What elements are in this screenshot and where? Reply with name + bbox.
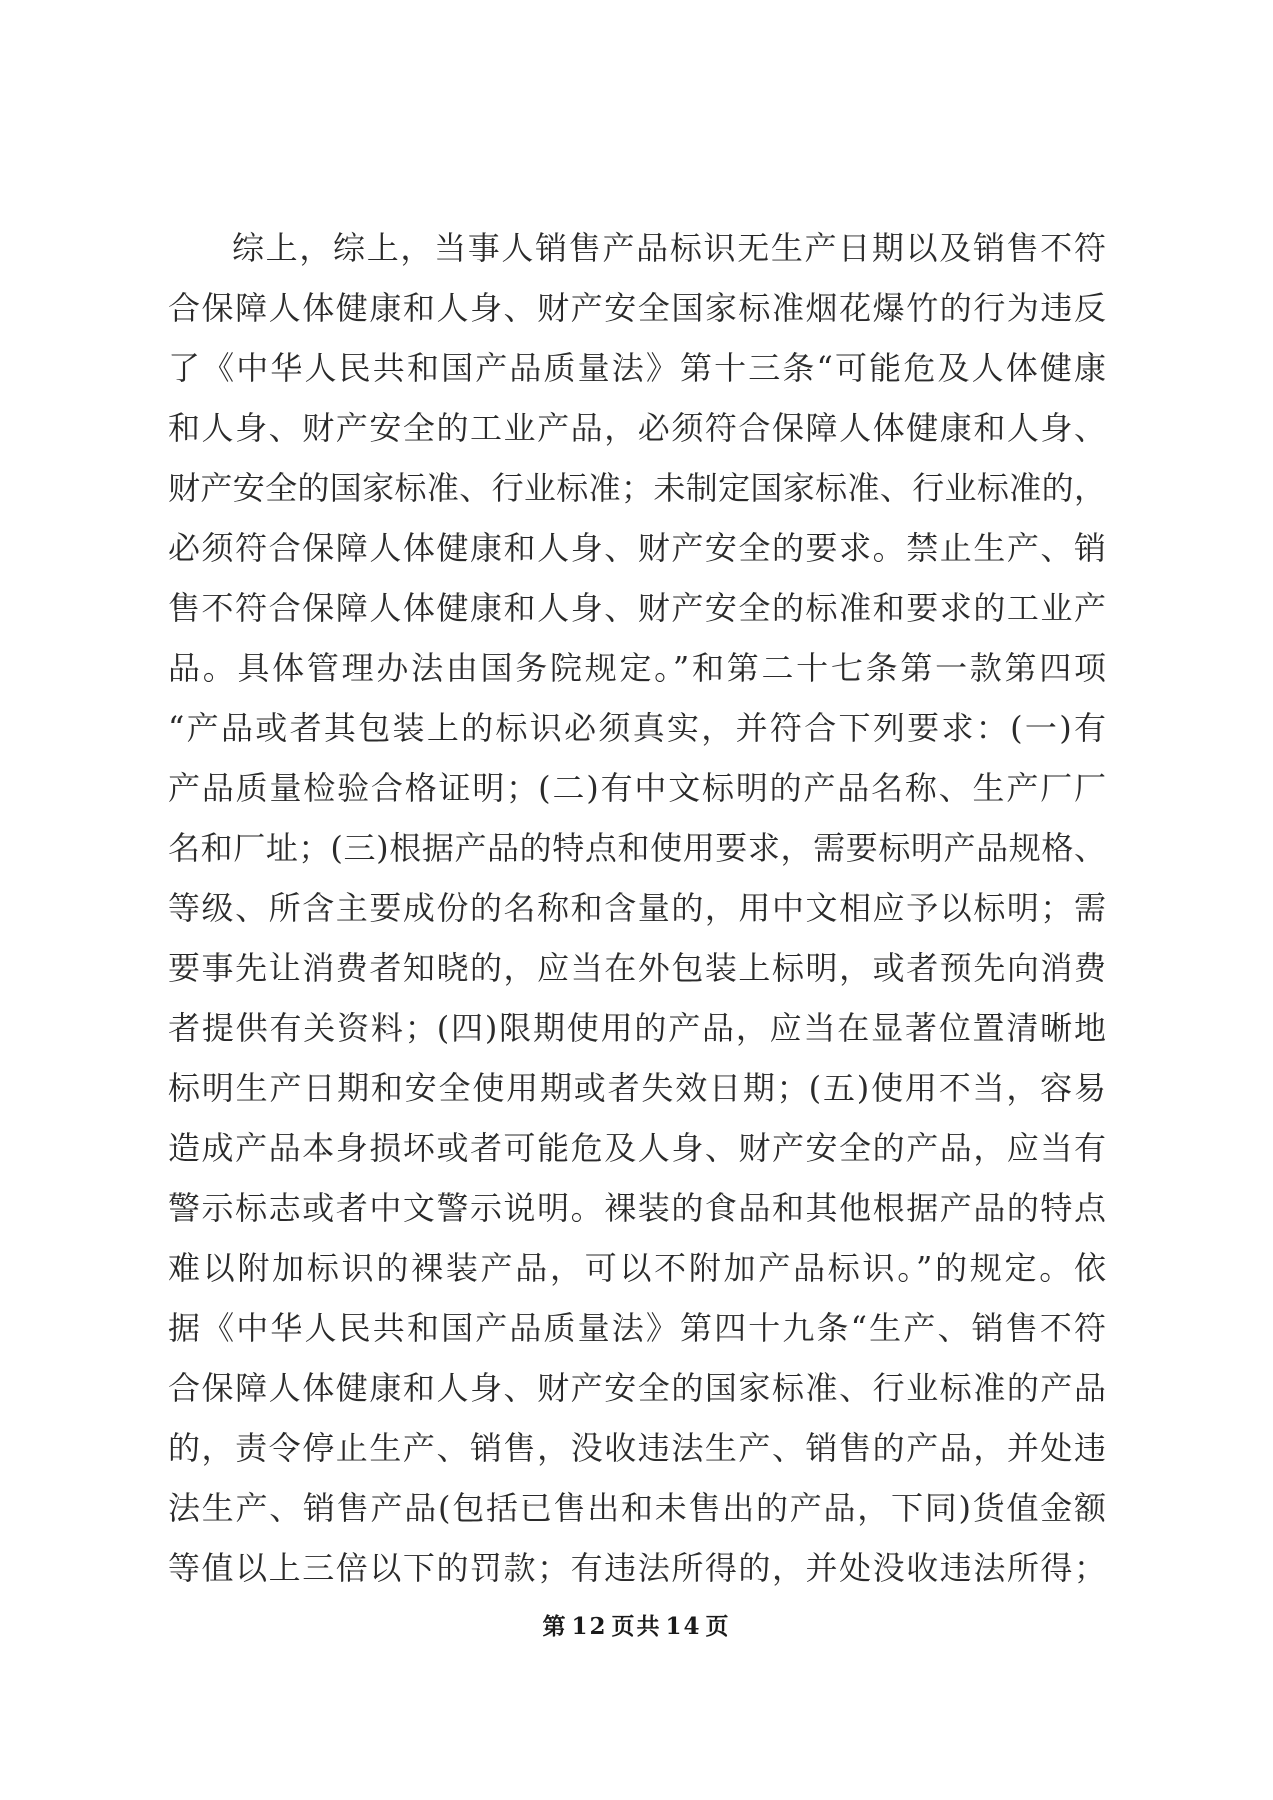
- text-line: 品。具体管理办法由国务院规定。”和第二十七条第一款第四项: [168, 649, 1106, 687]
- text-line: “产品或者其包装上的标识必须真实，并符合下列要求：(一)有: [168, 709, 1106, 747]
- text-line: 据《中华人民共和国产品质量法》第四十九条“生产、销售不符: [168, 1309, 1106, 1347]
- text-line: 等级、所含主要成份的名称和含量的，用中文相应予以标明；需: [168, 889, 1106, 927]
- text-line: 综上，综上，当事人销售产品标识无生产日期以及销售不符: [232, 229, 1106, 267]
- text-line: 造成产品本身损坏或者可能危及人身、财产安全的产品，应当有: [168, 1129, 1106, 1167]
- text-line: 警示标志或者中文警示说明。裸装的食品和其他根据产品的特点: [168, 1189, 1106, 1227]
- text-line: 标明生产日期和安全使用期或者失效日期；(五)使用不当，容易: [168, 1069, 1106, 1107]
- body-text: [168, 218, 1106, 1598]
- text-line: 合保障人体健康和人身、财产安全国家标准烟花爆竹的行为违反: [168, 289, 1106, 327]
- text-line: 必须符合保障人体健康和人身、财产安全的要求。禁止生产、销: [168, 529, 1106, 567]
- text-line: 产品质量检验合格证明；(二)有中文标明的产品名称、生产厂厂: [168, 769, 1106, 807]
- text-line: 和人身、财产安全的工业产品，必须符合保障人体健康和人身、: [168, 409, 1106, 447]
- text-line: 财产安全的国家标准、行业标准；未制定国家标准、行业标准的，: [168, 469, 1106, 507]
- footer-prefix: 第: [542, 1613, 568, 1640]
- page-footer: [0, 1608, 1273, 1641]
- text-line: 法生产、销售产品(包括已售出和未售出的产品，下同)货值金额: [168, 1489, 1106, 1527]
- footer-suffix: 页: [705, 1613, 731, 1640]
- text-line: 者提供有关资料；(四)限期使用的产品，应当在显著位置清晰地: [168, 1009, 1106, 1047]
- text-line: 售不符合保障人体健康和人身、财产安全的标准和要求的工业产: [168, 589, 1106, 627]
- text-line: 名和厂址；(三)根据产品的特点和使用要求，需要标明产品规格、: [168, 829, 1106, 867]
- total-page-count: 14: [665, 1613, 702, 1640]
- text-line: 的，责令停止生产、销售，没收违法生产、销售的产品，并处违: [168, 1429, 1106, 1467]
- text-line: 合保障人体健康和人身、财产安全的国家标准、行业标准的产品: [168, 1369, 1106, 1407]
- text-line: 难以附加标识的裸装产品，可以不附加产品标识。”的规定。依: [168, 1249, 1106, 1287]
- footer-middle: 页共: [611, 1613, 662, 1640]
- text-line: 了《中华人民共和国产品质量法》第十三条“可能危及人体健康: [168, 349, 1106, 387]
- text-line: 要事先让消费者知晓的，应当在外包装上标明，或者预先向消费: [168, 949, 1106, 987]
- text-line: 等值以上三倍以下的罚款；有违法所得的，并处没收违法所得；: [168, 1549, 1106, 1587]
- current-page-number: 12: [571, 1613, 608, 1640]
